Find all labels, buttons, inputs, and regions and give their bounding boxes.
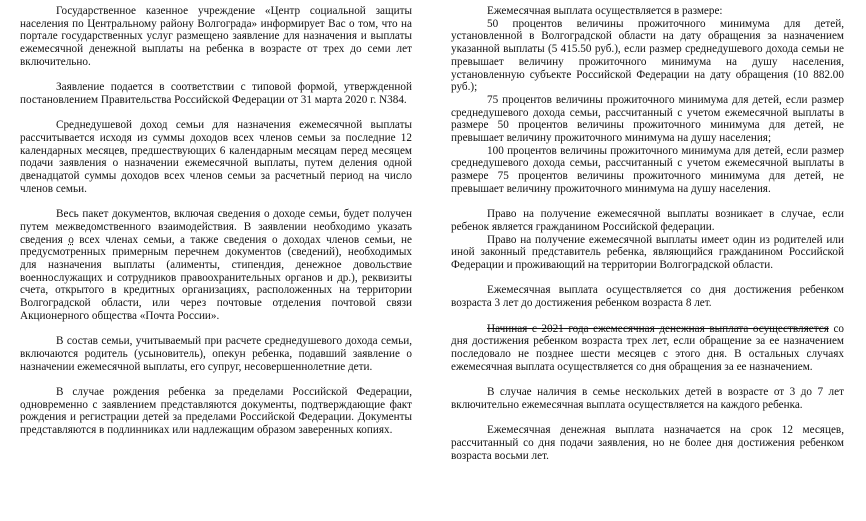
payment-amount-heading: Ежемесячная выплата осуществляется в размере: [487,5,723,17]
payment-option-50: 50 процентов величины прожиточного минимума для детей, установленной в Волгоградской области на дату обращения за назначением указанной выплаты (5 415.50 руб.), если размер среднедушевого дохода семьи не превышает величину прожиточного минимума на душу населения, установленную субъекте Российской Федерации на дату обращения (10 882.00 руб.); [451,17,844,94]
documents-text-part-2: о [68,233,74,246]
intro-paragraph: Государственное казенное учреждение «Центр социальной защиты населения по Центральному району Волгограда» информирует Вас о том, что на портале государственных услуг размещено заявление для назначения и выплаты ежемесячной денежной выплаты на ребенка в возрасте от трех до семи лет включительно. [20,5,412,68]
foreign-birth-paragraph: В случае рождения ребенка за пределами Российской Федерации, одновременно с заявлением представляются документы, подтверждающие факт рождения и регистрации детей за пределами Российской Федерации. Документы представляются в подлинниках или надлежащим образом заверенных копиях. [20,386,412,437]
documents-text-part-1: Весь пакет документов, включая сведения о доходе семьи, будет получен путем межведомственного взаимодействия. В заявлении необходимо указать сведения [20,208,412,246]
payment-period-paragraph: Ежемесячная выплата осуществляется со дня достижения ребенком возраста 3 лет до достижения ребенком возраста 8 лет. [451,284,844,310]
income-calculation-paragraph: Среднедушевой доход семьи для назначения ежемесячной выплаты рассчитывается исходя из суммы доходов всех членов семьи за последние 12 календарных месяцев, предшествующих 6 календарным месяцам перед месяцем подачи заявления о назначении ежемесячной выплаты, путем деления одной двенадцатой суммы доходов всех членов семьи за расчетный период на число членов семьи. [20,119,412,195]
family-composition-paragraph: В состав семьи, учитываемый при расчете среднедушевого дохода семьи, включаются родитель (усыновитель), опекун ребенка, подавший заявление о назначении ежемесячной выплаты, его супруг, несовершеннолетние дети. [20,335,412,373]
documents-text-part-3: всех членах семьи, а также сведения о доходах членов семьи, не предусмотренных примерным перечнем документов (сведений), необходимых для назначения выплаты (алименты, стипендия, денежное довольствие военнослужащих и сотрудников правоохранительных органов и др.), реквизиты счета, открытого в кредитных организациях, расположенных на территории Волгоградской области, или через почтовые отделения почтовой связи Акционерного общества «Почта России». [20,233,412,322]
application-form-paragraph: Заявление подается в соответствии с типовой формой, утвержденной постановлением Правительства Российской Федерации от 31 марта 2020 г. N384. [20,81,412,106]
from-2021-text: со дня достижения ребенком возраста трех лет, если обращение за ее назначением последовало не позднее шести месяцев с этого дня. В остальных случаях ежемесячная выплата осуществляется со дня обращения за ее назначением. [451,322,845,373]
documents-paragraph [20,208,412,322]
payment-option-100: 100 процентов величины прожиточного минимума для детей, если размер среднедушевого дохода семьи, рассчитанный с учетом ежемесячной выплаты в размере 75 процентов величины прожиточного минимума для детей, не превышает величину прожиточного минимума на душу населения. [451,144,844,195]
right-column [451,5,844,462]
eligible-parent-paragraph: Право на получение ежемесячной выплаты имеет один из родителей или иной законный представитель ребенка, являющийся гражданином Российской Федерации и проживающий на территории Волгоградской области. [451,233,844,272]
payment-option-75: 75 процентов величины прожиточного минимума для детей, если размер среднедушевого дохода семьи, рассчитанный с учетом ежемесячной выплаты в размере 50 процентов величины прожиточного минимума для детей, не превышает величину прожиточного минимума на душу населения; [451,93,844,145]
several-children-paragraph: В случае наличия в семье нескольких детей в возрасте от 3 до 7 лет включительно ежемесячная выплата осуществляется на каждого ребенка. [451,386,844,411]
payment-term-paragraph: Ежемесячная денежная выплата назначается на срок 12 месяцев, рассчитанный со дня подачи заявления, но не более дня достижения ребенком возраста восьми лет. [451,424,844,462]
left-column [20,5,412,437]
from-2021-strikethrough-text: Начиная с 2021 года ежемесячная денежная выплата осуществляется [487,322,829,335]
from-2021-paragraph [451,323,844,374]
citizenship-paragraph: Право на получение ежемесячной выплаты возникает в случае, если ребенок является гражданином Российской федерации. [451,208,844,233]
